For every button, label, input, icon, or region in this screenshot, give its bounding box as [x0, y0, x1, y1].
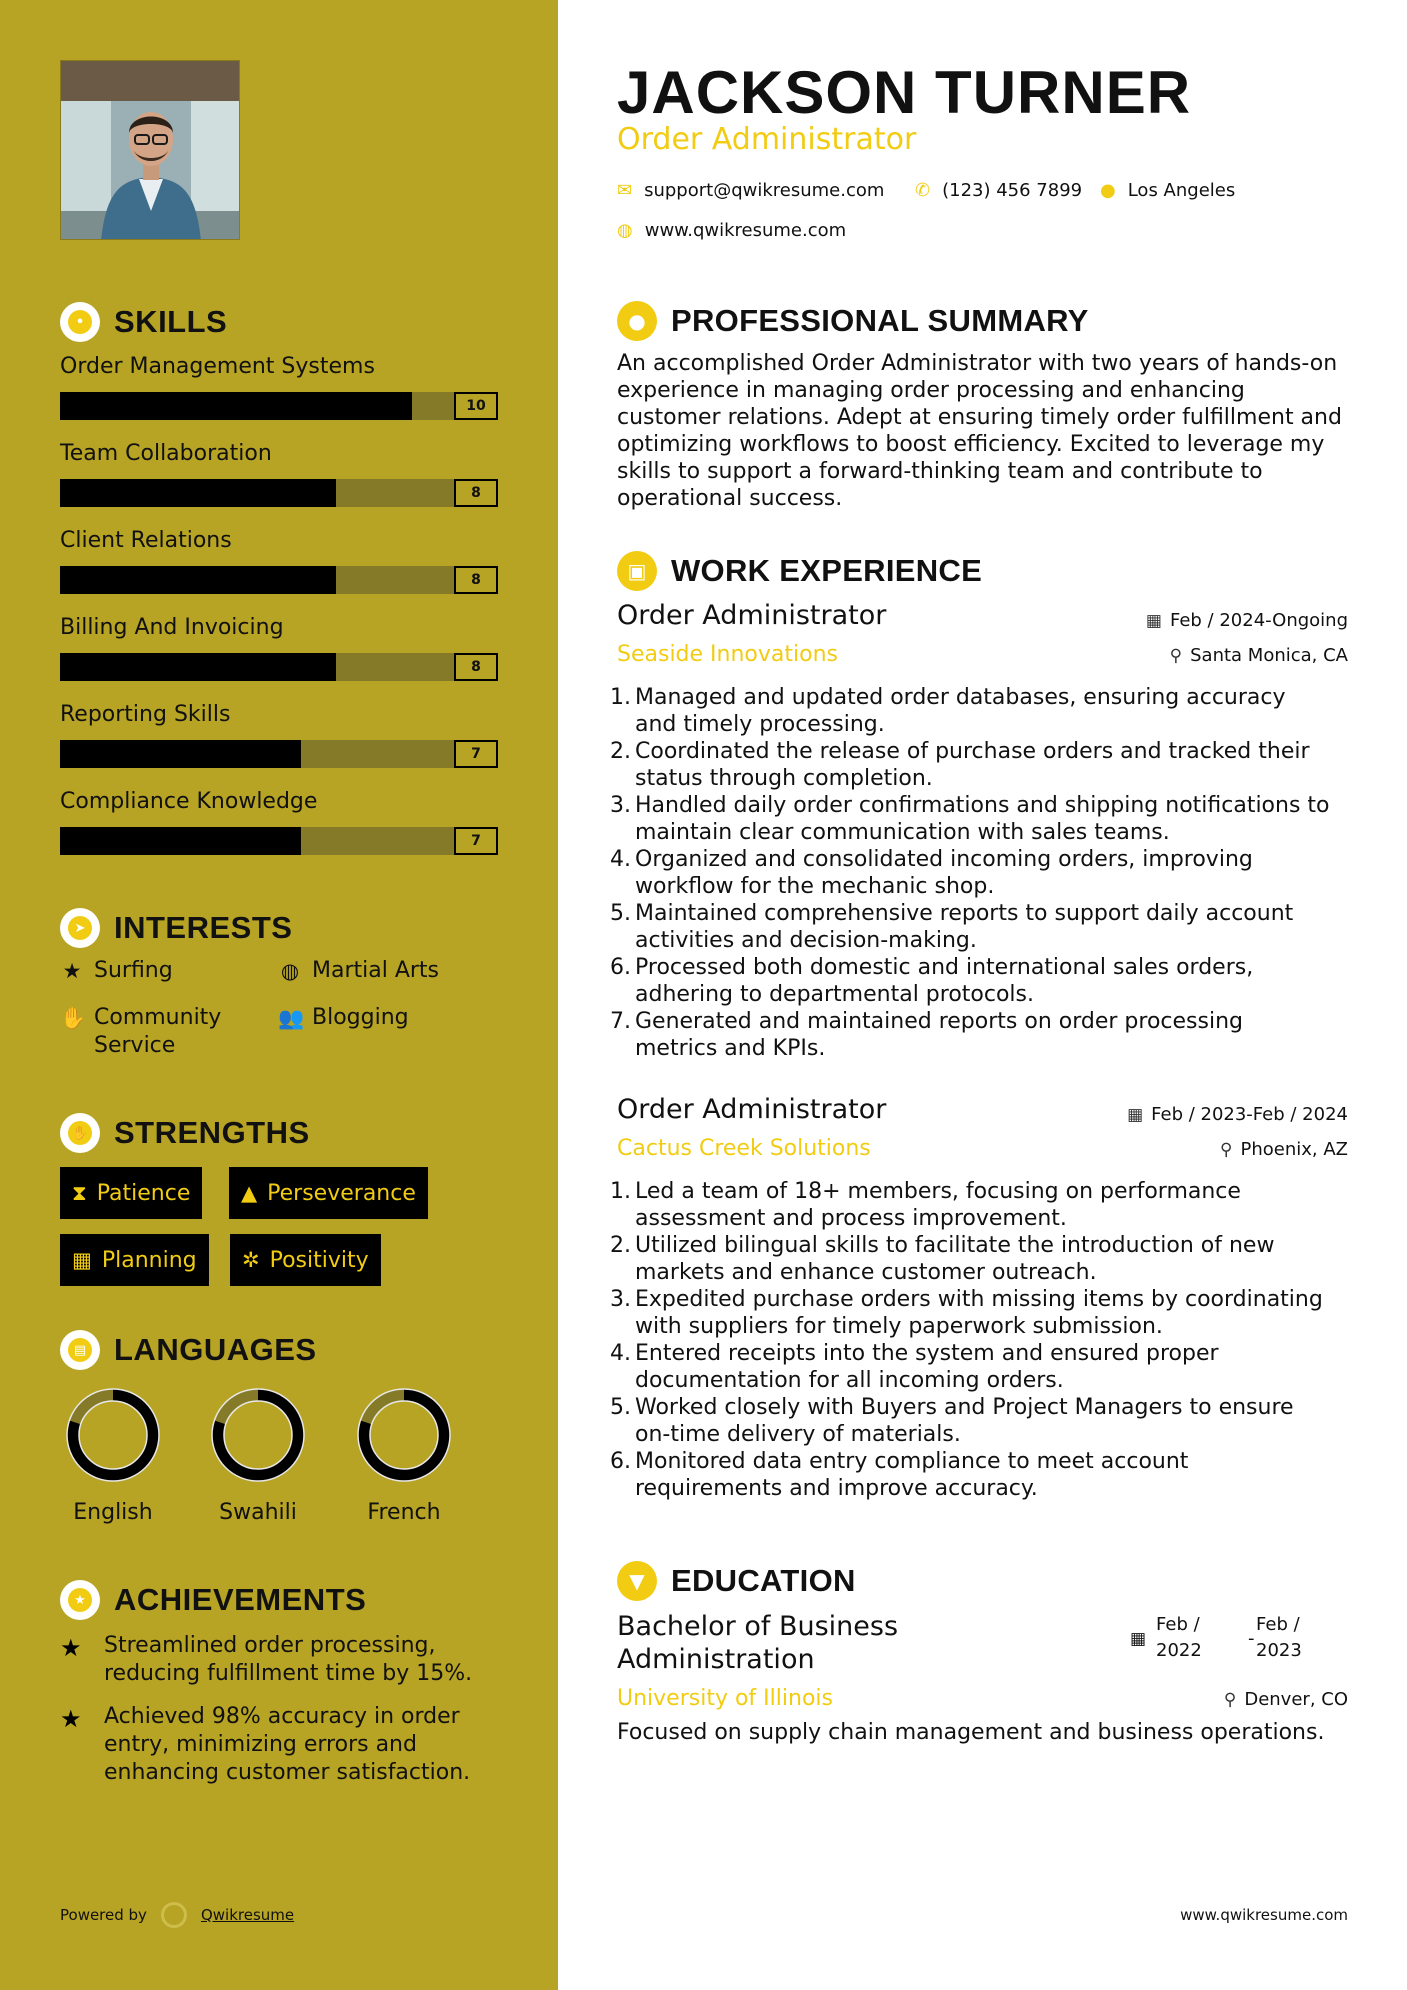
strength-badge	[60, 1234, 209, 1286]
bulb-icon: •	[60, 302, 100, 342]
job-bullets	[610, 1178, 1355, 1502]
skill-level: 8	[454, 566, 498, 594]
skill-item	[60, 613, 500, 681]
job-location	[1220, 1139, 1348, 1160]
skill-bar	[60, 653, 498, 681]
strength-label: Planning	[101, 1247, 197, 1273]
list-item: 1. Managed and updated order databases, ensuring accuracy and timely processing.	[610, 685, 1286, 737]
language-item	[203, 1388, 313, 1525]
shooting-star-icon: ★	[60, 1634, 82, 1662]
interest-item	[278, 957, 439, 985]
interest-item	[278, 1004, 409, 1032]
list-item: 5. Worked closely with Buyers and Project Managers to ensure on-time delivery of materials.	[610, 1395, 1294, 1447]
globe-icon: ◍	[280, 959, 300, 983]
job-date	[1146, 610, 1348, 631]
summary-text: An accomplished Order Administrator with two years of hands-on experience in managing order processing and enhancing customer relations. Adept at ensuring timely order fulfillment and optimizing workflows to boost efficiency. Excited to leverage my skills to support a forward-thinking team and contribute to operational success.	[617, 351, 1342, 511]
globe-icon: ◍	[617, 220, 633, 241]
language-item	[349, 1388, 459, 1525]
skill-fill	[60, 392, 412, 420]
languages-title: LANGUAGES	[114, 1332, 317, 1367]
users-icon: 👥	[278, 1006, 305, 1030]
skill-fill	[60, 740, 301, 768]
briefcase-icon: ▣	[617, 551, 657, 591]
hand-icon: ✋	[60, 1113, 100, 1153]
list-item: 2. Utilized bilingual skills to facilitate the introduction of new markets and enhance customer outreach.	[610, 1233, 1275, 1285]
language-name: French	[367, 1500, 441, 1525]
website-text[interactable]: www.qwikresume.com	[644, 220, 847, 241]
list-item: 1. Led a team of 18+ members, focusing on performance assessment and process improvement.	[610, 1179, 1241, 1231]
hand-icon: ✋	[60, 1006, 87, 1030]
achievement-text: Achieved 98% accuracy in order entry, minimizing errors and enhancing customer satisfaction.	[104, 1704, 471, 1785]
job-title: Order Administrator	[617, 1094, 887, 1125]
interest-label: Blogging	[312, 1005, 409, 1030]
skill-name: Team Collaboration	[60, 441, 272, 466]
language-ring	[357, 1388, 451, 1482]
education-start-date: Feb / 2022	[1156, 1614, 1202, 1661]
road-icon: ▲	[241, 1181, 258, 1205]
education-heading	[617, 1561, 856, 1601]
education-title: EDUCATION	[671, 1563, 856, 1598]
user-icon: ●	[617, 301, 657, 341]
language-ring	[211, 1388, 305, 1482]
education-end-date: Feb / 2023	[1256, 1614, 1302, 1661]
achievement-item	[60, 1632, 500, 1688]
star-medal-icon: ★	[60, 1580, 100, 1620]
list-item: 7. Generated and maintained reports on order processing metrics and KPIs.	[610, 1009, 1243, 1061]
star-icon: ★	[62, 959, 82, 983]
job-date-text: Feb / 2023-Feb / 2024	[1151, 1104, 1348, 1125]
interest-label: Martial Arts	[312, 958, 440, 983]
skill-bar	[60, 392, 498, 420]
education-location	[1224, 1689, 1348, 1710]
education-description: Focused on supply chain management and business operations.	[617, 1720, 1325, 1745]
candidate-name: JACKSON TURNER	[617, 59, 1192, 126]
pin-icon: ⚲	[1169, 645, 1183, 666]
contact-email	[617, 180, 884, 201]
list-item: 6. Monitored data entry compliance to meet account requirements and improve accuracy.	[610, 1449, 1189, 1501]
skill-item	[60, 700, 500, 768]
languages-heading	[60, 1330, 317, 1370]
interest-label: Community Service	[94, 1005, 222, 1058]
education-date-dash: -	[1248, 1628, 1255, 1649]
list-item: 4. Organized and consolidated incoming orders, improving workflow for the mechanic shop.	[610, 847, 1253, 899]
skills-title: SKILLS	[114, 304, 228, 339]
job-company: Cactus Creek Solutions	[617, 1136, 871, 1161]
sidebar	[0, 0, 558, 1990]
language-item	[58, 1388, 168, 1525]
job-bullets	[610, 684, 1355, 1062]
interest-item	[60, 957, 173, 985]
skill-level: 7	[454, 827, 498, 855]
summary-title: PROFESSIONAL SUMMARY	[671, 303, 1089, 338]
qwikresume-logo-icon	[161, 1902, 187, 1928]
skill-name: Compliance Knowledge	[60, 789, 318, 814]
skill-fill	[60, 653, 336, 681]
list-item: 3. Handled daily order confirmations and shipping notifications to maintain clear communication with sales teams.	[610, 793, 1330, 845]
interests-title: INTERESTS	[114, 910, 293, 945]
list-item: 6. Processed both domestic and international sales orders, adhering to departmental protocols.	[610, 955, 1254, 1007]
calendar-icon: ▦	[72, 1248, 92, 1272]
powered-by-label: Powered by	[60, 1906, 147, 1924]
phone-icon: ✆	[915, 180, 931, 201]
contact-website	[617, 220, 846, 241]
skill-bar	[60, 740, 498, 768]
strength-label: Patience	[96, 1180, 191, 1206]
language-name: Swahili	[219, 1500, 297, 1525]
job-location-text: Santa Monica, CA	[1190, 645, 1348, 666]
strength-badge	[229, 1167, 428, 1219]
skill-name: Reporting Skills	[60, 702, 231, 727]
list-item: 3. Expedited purchase orders with missing items by coordinating with suppliers for timely paperwork submission.	[610, 1287, 1323, 1339]
skill-item	[60, 352, 500, 420]
skill-bar	[60, 479, 498, 507]
skill-fill	[60, 827, 301, 855]
email-text[interactable]: support@qwikresume.com	[644, 180, 885, 201]
experience-title: WORK EXPERIENCE	[671, 553, 983, 588]
phone-text: (123) 456 7899	[942, 180, 1083, 201]
footer-url[interactable]: www.qwikresume.com	[1180, 1906, 1348, 1924]
skill-bar	[60, 827, 498, 855]
pin-icon: ⚲	[1223, 1689, 1237, 1710]
graduation-cap-icon: ▼	[617, 1561, 657, 1601]
experience-heading	[617, 551, 982, 591]
id-card-icon: ▤	[60, 1330, 100, 1370]
job-location	[1170, 645, 1348, 666]
language-name: English	[73, 1500, 153, 1525]
strength-label: Perseverance	[267, 1180, 416, 1206]
achievements-title: ACHIEVEMENTS	[114, 1582, 367, 1617]
achievements-heading	[60, 1580, 366, 1620]
language-ring	[66, 1388, 160, 1482]
skill-level: 8	[454, 479, 498, 507]
candidate-role: Order Administrator	[617, 122, 917, 157]
skills-heading	[60, 302, 227, 342]
interests-heading	[60, 908, 292, 948]
interest-label: Surfing	[94, 958, 173, 983]
skill-fill	[60, 566, 336, 594]
achievement-text: Streamlined order processing, reducing fulfillment time by 15%.	[104, 1633, 473, 1686]
brand-link[interactable]: Qwikresume	[200, 1906, 295, 1924]
list-item: 5. Maintained comprehensive reports to support daily account activities and decision-making.	[610, 901, 1294, 953]
education-location-text: Denver, CO	[1244, 1689, 1348, 1710]
pin-icon: ⚲	[1220, 1139, 1233, 1160]
strength-label: Positivity	[269, 1247, 369, 1273]
profile-photo	[60, 60, 240, 240]
hourglass-icon: ⧗	[72, 1180, 87, 1205]
list-item: 2. Coordinated the release of purchase orders and tracked their status through completion.	[610, 739, 1310, 791]
skill-fill	[60, 479, 336, 507]
job-company: Seaside Innovations	[617, 642, 838, 667]
skill-level: 8	[454, 653, 498, 681]
shooting-star-icon: ★	[60, 1705, 82, 1733]
strength-badge	[60, 1167, 202, 1219]
summary-heading	[617, 301, 1089, 341]
skill-level: 7	[454, 740, 498, 768]
contact-location	[1100, 180, 1235, 201]
skill-name: Client Relations	[60, 528, 232, 553]
skill-bar	[60, 566, 498, 594]
calendar-icon: ▦	[1127, 1104, 1144, 1125]
strengths-title: STRENGTHS	[114, 1115, 310, 1150]
interest-item	[60, 1004, 250, 1060]
education-degree: Bachelor of Business Administration	[617, 1611, 899, 1675]
achievement-item	[60, 1703, 500, 1787]
powered-by	[60, 1902, 294, 1928]
education-school: University of Illinois	[617, 1686, 833, 1711]
list-item: 4. Entered receipts into the system and ensured proper documentation for all incoming orders.	[610, 1341, 1219, 1393]
paper-plane-icon: ➤	[60, 908, 100, 948]
job-location-text: Phoenix, AZ	[1240, 1139, 1348, 1160]
skill-name: Order Management Systems	[60, 354, 375, 379]
strength-badge	[230, 1234, 381, 1286]
calendar-icon: ▦	[1130, 1629, 1147, 1649]
job-date	[1127, 1104, 1348, 1125]
skill-item	[60, 787, 500, 855]
skill-level: 10	[454, 392, 498, 420]
job-date-text: Feb / 2024-Ongoing	[1169, 610, 1348, 631]
strengths-heading	[60, 1113, 310, 1153]
job-title: Order Administrator	[617, 600, 887, 631]
contact-phone	[915, 180, 1082, 201]
skill-item	[60, 526, 500, 594]
profile-photo-image	[61, 61, 240, 240]
map-pin-icon: ●	[1100, 180, 1116, 201]
envelope-icon: ✉	[617, 180, 633, 201]
sun-icon: ✲	[242, 1248, 260, 1272]
location-text: Los Angeles	[1127, 180, 1236, 201]
skill-item	[60, 439, 500, 507]
calendar-icon: ▦	[1145, 610, 1162, 631]
skill-name: Billing And Invoicing	[60, 615, 284, 640]
